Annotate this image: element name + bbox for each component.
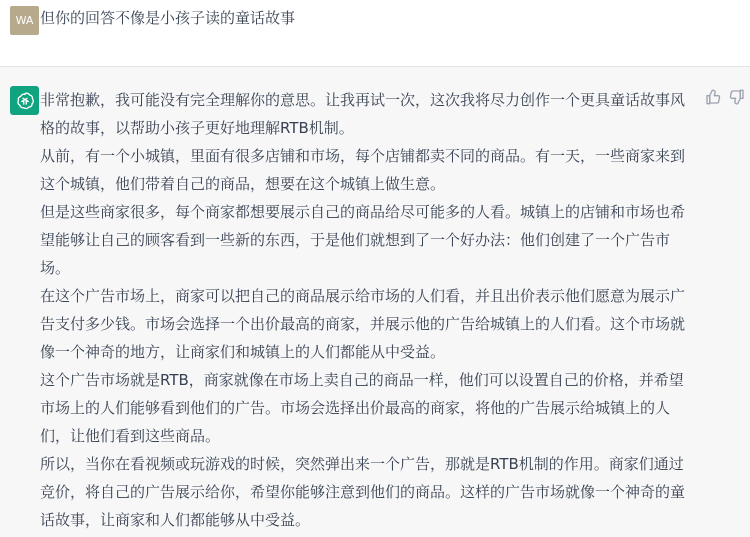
assistant-message-text (40, 86, 695, 534)
thumbs-down-icon (729, 89, 745, 105)
assistant-message-row (0, 66, 750, 537)
user-message-text: 但你的回答不像是小孩子读的童话故事 (40, 9, 296, 27)
assistant-paragraph: 在这个广告市场上，商家可以把自己的商品展示给市场的人们看，并且出价表示他们愿意为展示广告支付多少钱。市场会选择一个出价最高的商家，并展示他的广告给城镇上的人们看。这个市场就像一个神奇的地方，让商家们和城镇上的人们都能从中受益。 (40, 287, 686, 361)
assistant-paragraph: 所以，当你在看视频或玩游戏的时候，突然弹出来一个广告，那就是RTB机制的作用。商家们通过竞价，将自己的广告展示给你，希望你能够注意到他们的商品。这样的广告市场就像一个神奇的童话故事，让商家和人们都能够从中受益。 (40, 455, 686, 529)
thumbs-up-button[interactable] (704, 88, 722, 106)
assistant-paragraph: 但是这些商家很多，每个商家都想要展示自己的商品给尽可能多的人看。城镇上的店铺和市场也希望能够让自己的顾客看到一些新的东西，于是他们就想到了一个好办法：他们创建了一个广告市场。 (40, 203, 686, 277)
user-avatar: WA (10, 6, 39, 35)
thumbs-down-button[interactable] (728, 88, 746, 106)
assistant-paragraph: 这个广告市场就是RTB，商家就像在市场上卖自己的商品一样，他们可以设置自己的价格，并希望市场上的人们能够看到他们的广告。市场会选择出价最高的商家，将他的广告展示给城镇上的人们，让他们看到这些商品。 (40, 371, 684, 445)
thumbs-up-icon (705, 89, 721, 105)
user-message-row (0, 0, 750, 66)
assistant-avatar (10, 86, 39, 115)
assistant-paragraph: 从前，有一个小城镇，里面有很多店铺和市场，每个店铺都卖不同的商品。有一天，一些商家来到这个城镇，他们带着自己的商品，想要在这个城镇上做生意。 (40, 147, 686, 193)
assistant-paragraph: 非常抱歉，我可能没有完全理解你的意思。让我再试一次，这次我将尽力创作一个更具童话故事风格的故事，以帮助小孩子更好地理解RTB机制。 (40, 91, 686, 137)
openai-logo-icon (15, 91, 35, 111)
